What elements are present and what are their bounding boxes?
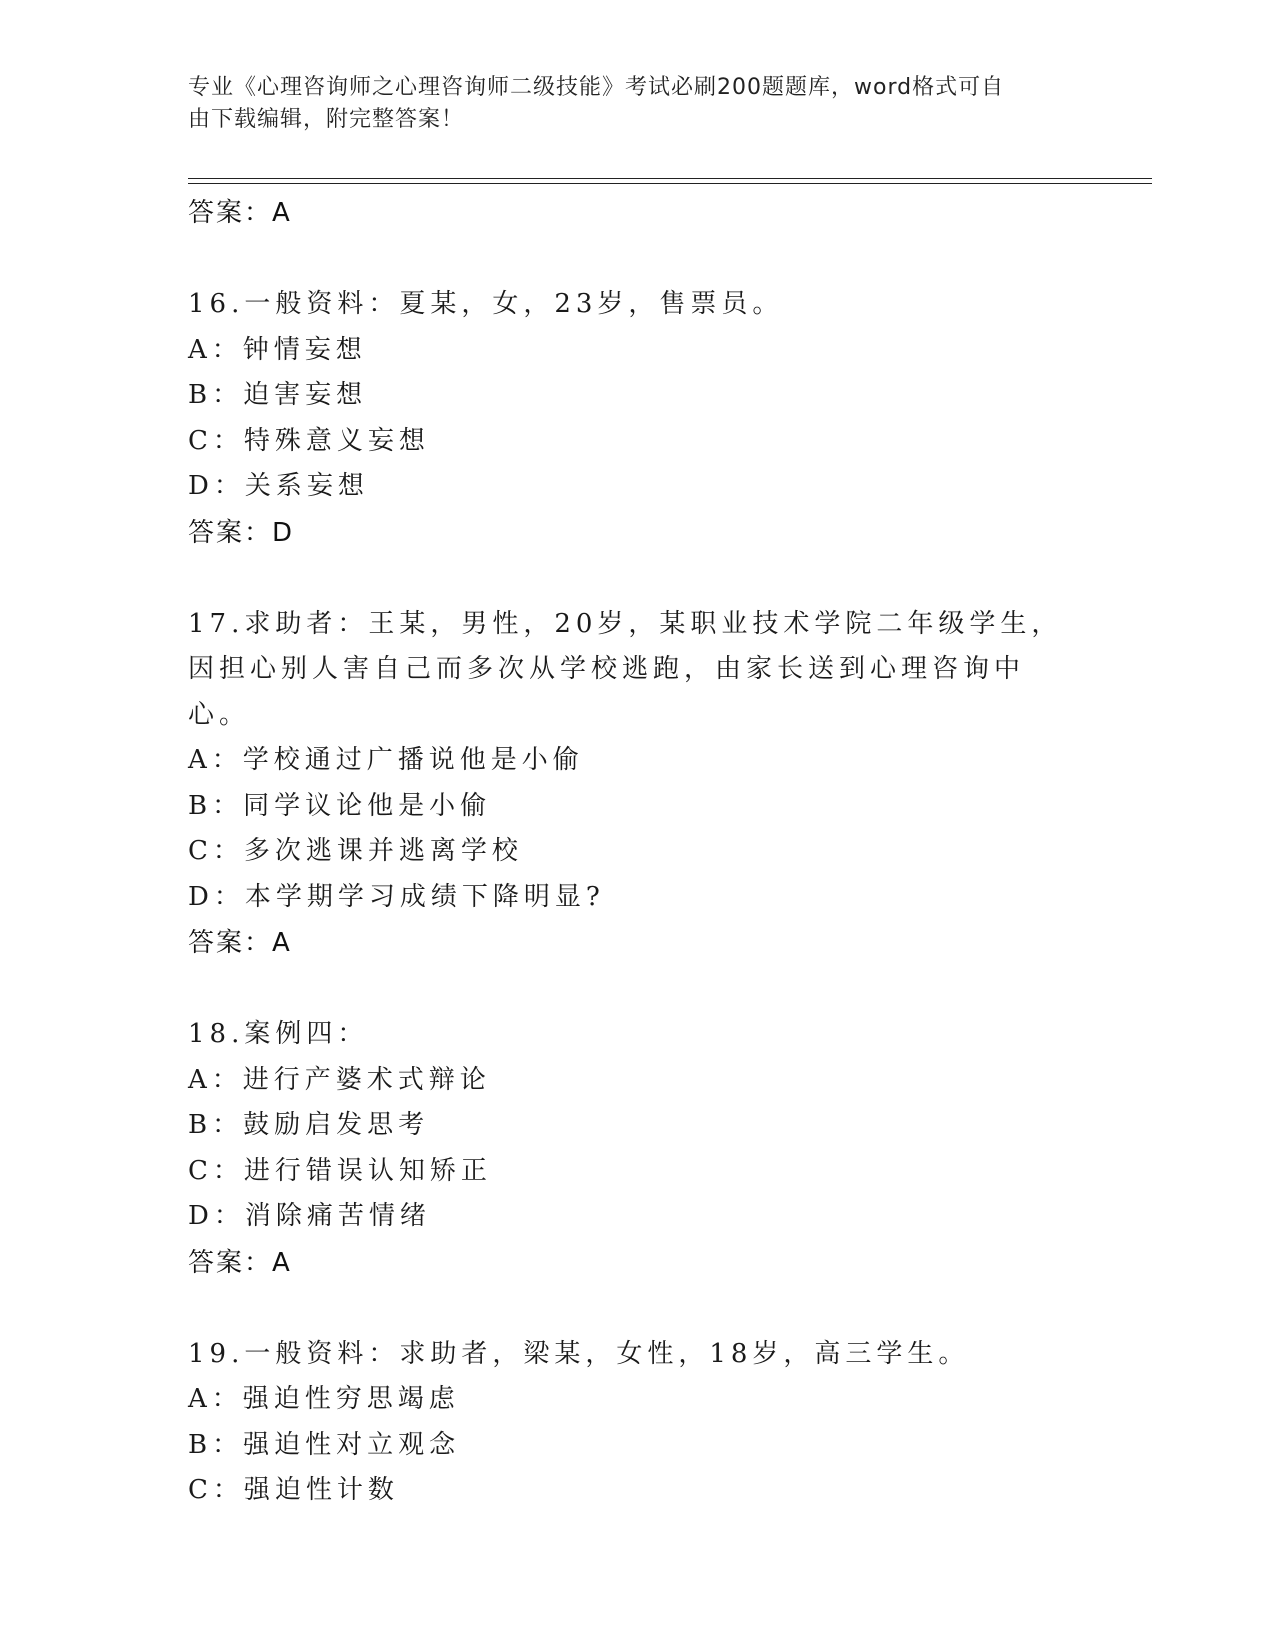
question-stem: 18.案例四： — [188, 1019, 369, 1049]
question-stem: 17.求助者：王某，男性，20岁，某职业技术学院二年级学生，因担心别人害自己而多次从学校逃跑，由家长送到心理咨询中心。 — [188, 608, 1063, 730]
option-c: C：特殊意义妄想 — [188, 425, 430, 456]
header-divider-bottom — [188, 183, 1152, 184]
question-19 — [188, 1332, 1088, 1514]
option-c: C：多次逃课并逃离学校 — [188, 836, 523, 866]
option-d: D：消除痛苦情绪 — [188, 1201, 431, 1231]
answer-line: 答案：A — [188, 928, 292, 958]
option-c: C：强迫性计数 — [188, 1475, 399, 1505]
option-b: B：同学议论他是小偷 — [188, 790, 492, 821]
option-a: A：学校通过广播说他是小偷 — [188, 745, 584, 775]
option-a: A：进行产婆术式辩论 — [188, 1064, 491, 1095]
question-16 — [188, 282, 1088, 556]
option-b: B：鼓励启发思考 — [188, 1110, 430, 1140]
answer-line: 答案：A — [188, 1247, 292, 1278]
header-line-1: 专业《心理咨询师之心理咨询师二级技能》考试必刷200题题库，word格式可自 — [188, 75, 1005, 100]
option-a: A：强迫性穷思竭虑 — [188, 1384, 460, 1414]
option-d: D：本学期学习成绩下降明显? — [188, 881, 605, 912]
answer-line: 答案：D — [188, 517, 295, 548]
option-c: C：进行错误认知矫正 — [188, 1155, 492, 1186]
answer-line: 答案：A — [188, 198, 292, 228]
question-stem: 16.一般资料：夏某，女，23岁，售票员。 — [188, 289, 784, 319]
document-header — [188, 72, 1068, 136]
question-stem: 19.一般资料：求助者，梁某，女性，18岁，高三学生。 — [188, 1338, 970, 1369]
option-b: B：迫害妄想 — [188, 380, 368, 410]
question-list — [188, 190, 1088, 1514]
question-17 — [188, 602, 1088, 967]
option-a: A：钟情妄想 — [188, 334, 367, 365]
option-d: D：关系妄想 — [188, 471, 369, 501]
header-divider-top — [188, 178, 1152, 179]
header-line-2: 由下载编辑，附完整答案！ — [188, 107, 465, 132]
question-18 — [188, 1012, 1088, 1286]
option-b: B：强迫性对立观念 — [188, 1429, 461, 1460]
